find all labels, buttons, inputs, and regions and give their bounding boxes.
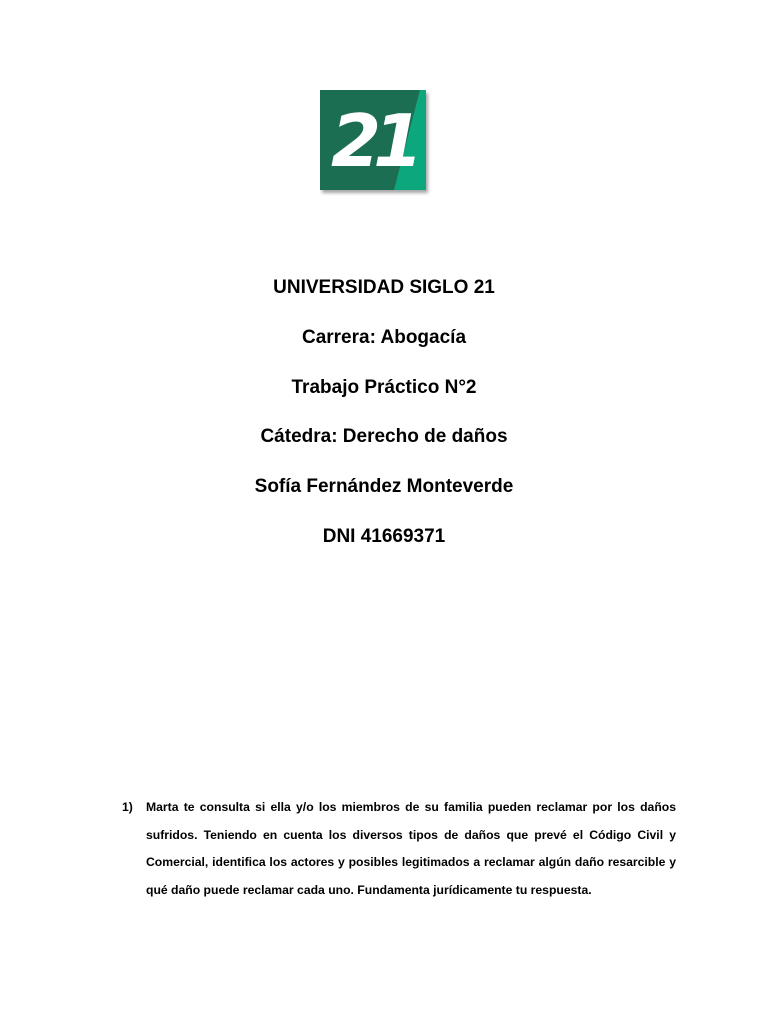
- cover-title-block: [0, 274, 768, 573]
- dni-line: DNI 41669371: [322, 525, 446, 547]
- logo-text: 21: [331, 99, 416, 183]
- assignment-title: Trabajo Práctico N°2: [291, 376, 477, 398]
- question-number: 1): [122, 800, 133, 814]
- logo-graphic: [320, 90, 432, 196]
- career-line: Carrera: Abogacía: [301, 326, 467, 348]
- question-item: [122, 794, 676, 904]
- university-name: UNIVERSIDAD SIGLO 21: [273, 277, 495, 298]
- question-text: Marta te consulta si ella y/o los miembros de su familia pueden reclamar por los daños sufridos. Teniendo en cuenta los diversos tipos de daños que prevé el Código Civil y Comercial, identifica los actores y posibles legitimados a reclamar algún daño resarcible y qué daño puede reclamar cada uno. Fundamenta jurídicamente tu respuesta.: [146, 800, 676, 897]
- university-logo: [320, 90, 432, 196]
- chair-line: Cátedra: Derecho de daños: [260, 426, 508, 448]
- author-name: Sofía Fernández Monteverde: [254, 476, 514, 498]
